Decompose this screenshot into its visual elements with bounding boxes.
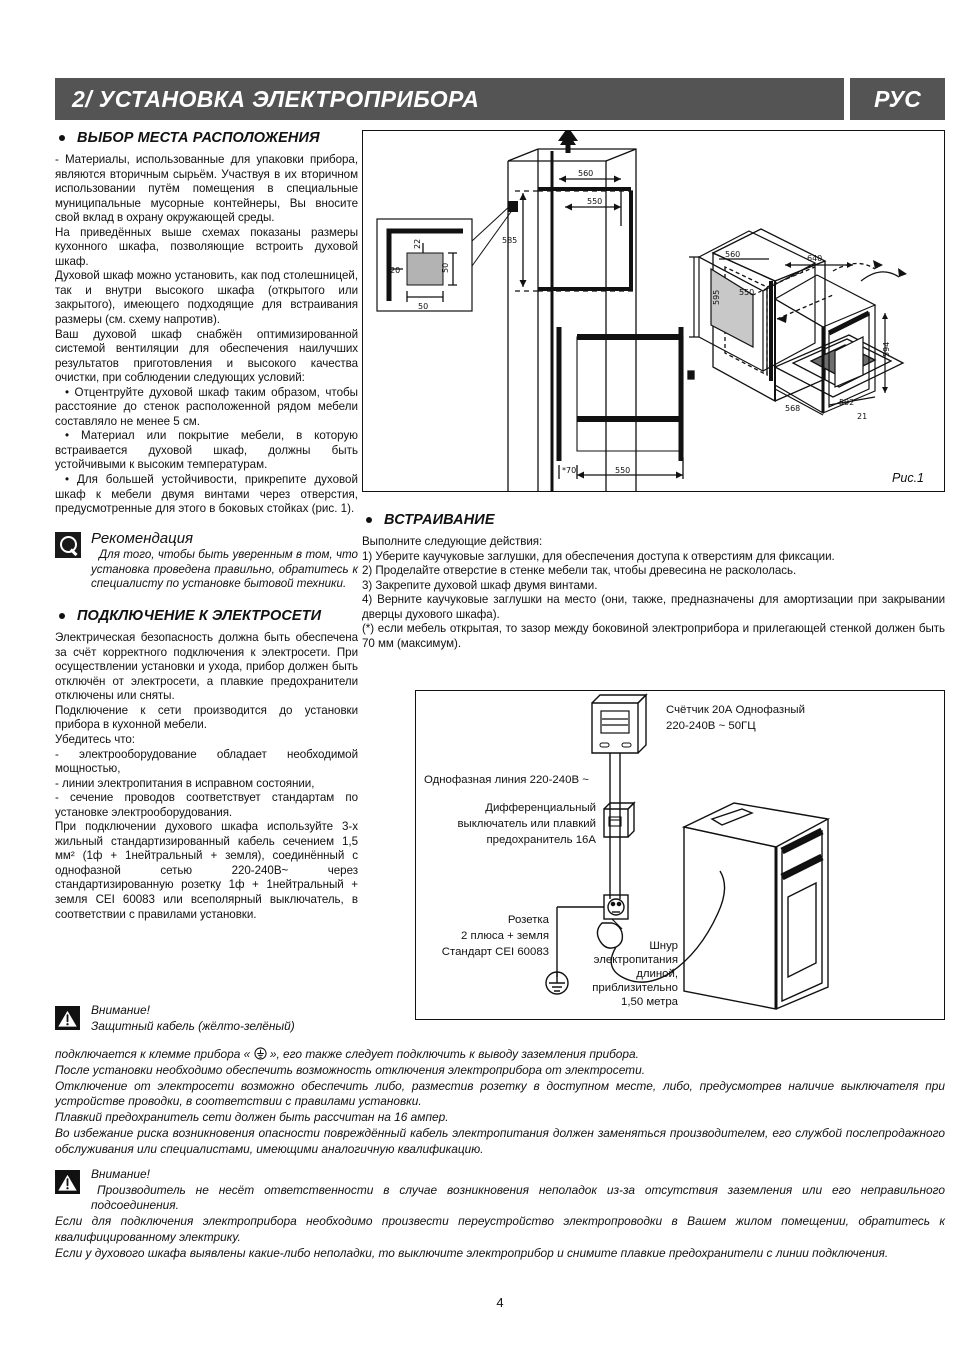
warning-triangle-icon [55,1170,80,1194]
section-title-location-text: ВЫБОР МЕСТА РАСПОЛОЖЕНИЯ [77,130,320,146]
dim-592: 592 [839,398,855,407]
figure1-oven-detail [689,229,939,419]
manual-page [55,0,945,1350]
paragraph-ensure-lines: - линии электропитания в исправном состоянии, [55,776,315,790]
recommendation-title: Рекомендация [91,529,194,547]
recommendation-note [55,530,358,592]
dim-50b: 50 [441,262,450,273]
warning-triangle-glyph [55,1170,80,1194]
section-title-electrical-text: ПОДКЛЮЧЕНИЕ К ЭЛЕКТРОСЕТИ [77,608,322,625]
paragraph-cable-spec: При подключении духового шкафа используйте 3-х жильный стандартизированный кабель сечением 1,5 мм² (1ф + 1нейтральный + земля), соединённый с однофазной сетью 220-240В~ через стандартизированную розетку 1ф + 1нейтральный + земля CEI 60083 или всеполярный выключатель, в соответствии с правилами установки. [55,820,358,921]
warning-1-p1-part-a: подключается к клемме прибора « [55,1047,254,1061]
bullet-icon [366,517,372,523]
warning-1-paragraph-3: Отключение от электросети возможно обеспечить либо, разместив розетку в доступном месте, либо, предусмотрев наличие выключателя при устройстве проводки, в соответствии с правилами установки. [55,1078,945,1109]
paragraph-step-1: 1) Уберите каучуковые заглушки, для обеспечения доступа к отверстиям для фиксации. [362,549,835,563]
magnifier-icon [55,532,81,558]
warning-1-paragraph-5: Во избежание риска возникновения опасности повреждённый кабель электропитания должен заменяться производителем, его службой послепродажного обслуживания или специалистами, имеющими аналогичную квалификацию. [55,1126,945,1156]
warning-2-paragraph-2: Если у духового шкафа выявлены какие-либо неполадки, то выключите электроприбор и снимите плавкие предохранители с линии подключения. [55,1245,889,1260]
warning-block-2-head [55,1167,945,1214]
page-number: 4 [496,1295,504,1310]
dim-595: 595 [712,289,721,305]
dim-585: 585 [502,236,518,245]
dim-550c: 550 [615,466,631,475]
bullet-icon [59,613,65,619]
dim-22: 22 [413,238,422,249]
dim-560b: 560 [725,250,741,259]
dim-560: 560 [578,169,594,178]
label-breaker-line3: предохранитель 16А [486,834,596,846]
warning-1-paragraph-4: Плавкий предохранитель сети должен быть рассчитан на 16 ампер. [55,1110,449,1125]
paragraph-gap-note: (*) если мебель открытая, то зазор между боковиной электроприбора и прилегающей стенкой должен быть 70 мм (максимум). [362,622,945,650]
paragraph-step-4: 4) Верните каучуковые заглушки на место (они, также, предназначены для амортизации при закрывании дверцы духового шкафа). [362,593,945,621]
section-title-location [55,130,358,146]
label-cord-line1: Шнур [649,940,678,952]
warning-1-paragraph-1 [55,1047,945,1063]
condition-list [55,386,358,517]
paragraph-packaging: - Материалы, использованные для упаковки прибора, являются вторичным сырьём. Участвуя в их вторичном использовании путём помещения в специальные муниципальные мусорные контейнеры, Вы вносите свой вклад в охрану окружающей среды. [55,153,358,225]
condition-item-centering: • Отцентруйте духовой шкаф таким образом, чтобы расстояние до стенок расположенной рядом мебели составляло не менее 5 см. [55,385,358,428]
section-title-builtin-text: ВСТРАИВАНИЕ [384,512,495,528]
warning-1-paragraph-2: После установки необходимо обеспечить возможность отключения электроприбора от электросети. [55,1062,646,1077]
dim-50a: 50 [418,302,429,311]
paragraph-electrical-safety: Электрическая безопасность должна быть обеспечена за счёт корректного подключения к электросети. При осуществлении установки и ухода, прибор должен быть отключён от электросети, а плавкие предохранители отключены или сняты. [55,631,358,703]
label-meter-line1: Счётчик 20А Однофазный [666,704,805,716]
warning-2-lead: Производитель не несёт ответственности в случае возникновения неполадок из-за отсутствия заземления или его неправильного подсоединения. [91,1182,945,1213]
paragraph-ventilation: Ваш духовой шкаф снабжён оптимизированной системой вентиляции для обеспечения наилучших результатов приготовления и высокого качества очистки, при соблюдении следующих условий: [55,327,358,385]
dim-21: 21 [857,412,868,419]
paragraph-diagrams: На приведённых выше схемах показаны размеры кухонного шкафа, позволяющие встроить духовой шкаф. [55,225,358,268]
figure2-drawing [416,691,943,1018]
figure1-caption: Рис.1 [892,471,924,485]
bullet-icon [59,135,65,141]
label-socket-line1: Розетка [507,914,549,926]
paragraph-step-3: 3) Закрепите духовой шкаф двумя винтами. [362,578,598,592]
dim-594: 594 [882,341,891,357]
ground-symbol-icon [254,1047,267,1060]
dim-550b: 550 [739,288,755,297]
label-socket-line3: Стандарт CEI 60083 [441,946,549,958]
condition-item-material: • Материал или покрытие мебели, в которую встраивается духовой шкаф, должны быть устойчивыми к высоким температурам. [55,429,358,472]
label-cord-line4: приблизительно [592,982,678,994]
section-title-electrical [55,608,358,624]
dim-568: 568 [785,404,801,413]
figure-installation-dimensions [362,130,945,492]
label-cord-line5: 1,50 метра [620,996,678,1008]
dim-550: 550 [587,197,603,206]
label-breaker-line2: выключатель или плавкий [457,818,596,830]
paragraph-step-2: 2) Проделайте отверстие в стенке мебели так, чтобы древесина не раскололась. [362,564,797,578]
header-language-badge: РУС [850,78,945,120]
paragraph-ensure-label: Убедитесь что: [55,732,135,746]
label-cord-line2: электропитания [593,954,678,966]
recommendation-body: Для того, чтобы быть уверенным в том, что установка проведена правильно, обратитесь к специалисту по установке бытовой техники. [91,547,358,591]
paragraph-ensure-section: - сечение проводов соответствует стандартам по установке электрооборудования. [55,791,358,819]
dim-70: *70 [562,466,577,475]
left-column [55,130,358,922]
label-socket-line2: 2 плюса + земля [461,930,549,942]
paragraph-placement: Духовой шкаф можно установить, как под столешницей, так и внутри высокого шкафа (открытого или закрытого), имеющего подходящие для встраивания размеры (см. схему напротив). [55,269,358,327]
paragraph-connection-before: Подключение к сети производится до установки прибора в кухонной мебели. [55,703,358,732]
warning-triangle-icon [55,1006,80,1030]
section-title-builtin [362,512,945,528]
right-column-builtin [362,512,945,651]
bottom-warnings [55,1003,945,1262]
warning-triangle-glyph [55,1006,80,1030]
warning-block-1-head [55,1003,475,1045]
label-meter-line2: 220-240В ~ 50ГЦ [666,720,756,732]
warning-1-lead: Защитный кабель (жёлто-зелёный) [91,1018,295,1033]
warning-1-title: Внимание! [91,1003,150,1017]
label-cord-line3: длиной, [636,968,678,980]
paragraph-steps-intro: Выполните следующие действия: [362,535,543,548]
label-single-phase-line: Однофазная линия 220-240В ~ [424,774,589,786]
figure-wiring-diagram [415,690,945,1020]
warning-2-paragraph-1: Если для подключения электроприбора необходимо произвести переустройство электропроводки в Вашем жилом помещении, обратитесь к квалифицированному электрику. [55,1214,945,1245]
dim-20: 20 [390,266,401,275]
warning-2-title: Внимание! [91,1166,150,1181]
label-breaker-line1: Дифференциальный [485,802,596,814]
paragraph-ensure-power: - электрооборудование обладает необходимой мощностью, [55,747,358,776]
header-title: 2/ УСТАНОВКА ЭЛЕКТРОПРИБОРА [55,78,844,120]
condition-item-screws: • Для большей устойчивости, прикрепите духовой шкаф к мебели двумя винтами через отверстия, предусмотренные для этого в боковых стойках (рис. 1). [55,473,358,516]
warning-1-p1-part-b: », его также следует подключить к выводу заземления прибора. [266,1047,639,1061]
page-header [55,78,945,120]
dim-640: 640 [807,254,823,263]
